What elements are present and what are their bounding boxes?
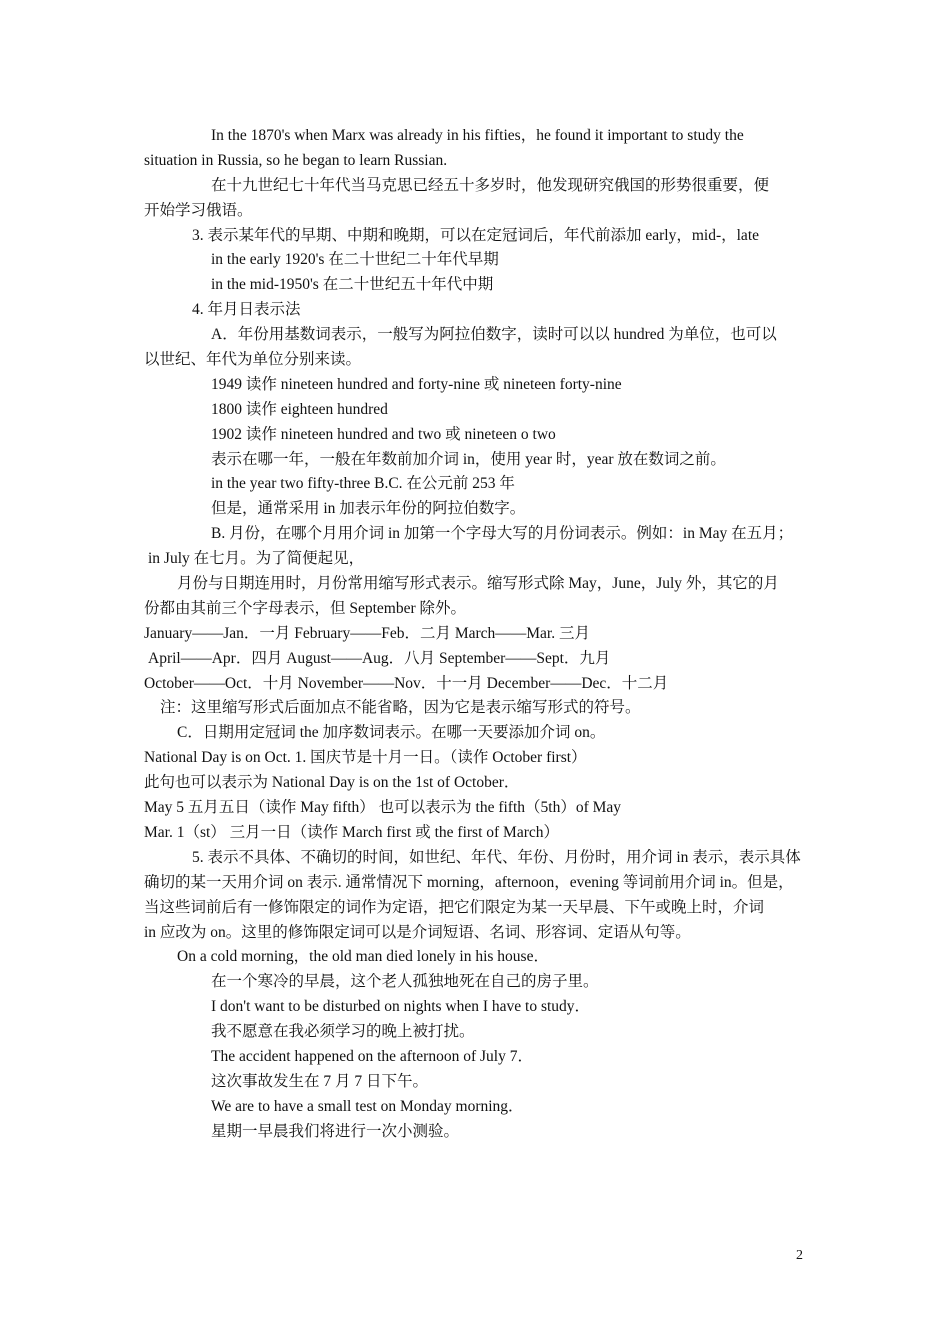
example-line: 1949 读作 nineteen hundred and forty-nine 或 nineteen forty-nine bbox=[211, 375, 622, 393]
example-translation: 我不愿意在我必须学习的晚上被打扰。 bbox=[211, 1023, 475, 1041]
paragraph-line: 开始学习俄语。 bbox=[144, 201, 253, 219]
example-sentence: The accident happened on the afternoon of July 7． bbox=[211, 1047, 533, 1065]
paragraph-line: 在十九世纪七十年代当马克思已经五十多岁时，他发现研究俄国的形势很重要，便 bbox=[211, 176, 770, 194]
subsection-c-line: C．日期用定冠词 the 加序数词表示。在哪一天要添加介词 on。 bbox=[177, 724, 606, 742]
paragraph-line: In the 1870's when Marx was already in his fifties，he found it important to study the bbox=[211, 127, 744, 144]
paragraph-line: 以世纪、年代为单位分别来读。 bbox=[144, 351, 362, 369]
section-heading-3: 3. 表示某年代的早期、中期和晚期，可以在定冠词后，年代前添加 early，mid-，late bbox=[192, 226, 760, 244]
paragraph-line: 确切的某一天用介词 on 表示. 通常情况下 morning，afternoon，evening 等词前用介词 in。但是， bbox=[144, 873, 794, 891]
paragraph-line: 份都由其前三个字母表示，但 September 除外。 bbox=[144, 599, 467, 617]
example-line: 此句也可以表示为 National Day is on the 1st of October． bbox=[144, 774, 520, 792]
section-heading-5: 5. 表示不具体、不确切的时间，如世纪、年代、年份、月份时，用介词 in 表示，表示具体 bbox=[192, 848, 801, 866]
paragraph-line: 当这些词前后有一修饰限定的词作为定语，把它们限定为某一天早晨、下午或晚上时，介词 bbox=[144, 898, 765, 916]
paragraph-line: in 应改为 on。这里的修饰限定词可以是介词短语、名词、形容词、定语从句等。 bbox=[144, 923, 691, 941]
example-line: in the mid-1950's 在二十世纪五十年代中期 bbox=[211, 276, 494, 294]
example-line: May 5 五月五日（读作 May fifth） 也可以表示为 the fifth（5th）of May bbox=[144, 799, 622, 817]
example-line: in the year two fifty-three B.C. 在公元前 253 年 bbox=[211, 475, 515, 493]
paragraph-line: 月份与日期连用时，月份常用缩写形式表示。缩写形式除 May，June，July 外，其它的月 bbox=[177, 575, 779, 593]
paragraph-line: in July 在七月。为了简便起见， bbox=[148, 550, 365, 568]
paragraph-line: 表示在哪一年，一般在年数前加介词 in，使用 year 时，year 放在数词之前。 bbox=[211, 450, 726, 468]
paragraph-line: situation in Russia, so he began to learn Russian. bbox=[144, 151, 448, 169]
example-sentence: I don't want to be disturbed on nights when I have to study． bbox=[211, 998, 591, 1016]
example-translation: 星期一早晨我们将进行一次小测验。 bbox=[211, 1122, 460, 1140]
document-body bbox=[144, 124, 810, 1145]
example-translation: 在一个寒冷的早晨，这个老人孤独地死在自己的房子里。 bbox=[211, 973, 599, 991]
section-heading-4: 4. 年月日表示法 bbox=[192, 301, 301, 319]
example-line: National Day is on Oct. 1. 国庆节是十月一日。（读作 October first） bbox=[144, 749, 587, 767]
subsection-b-line: B. 月份，在哪个月用介词 in 加第一个字母大写的月份词表示。例如：in May 在五月； bbox=[211, 525, 794, 543]
example-translation: 这次事故发生在 7 月 7 日下午。 bbox=[211, 1072, 429, 1090]
example-line: 1902 读作 nineteen hundred and two 或 nineteen o two bbox=[211, 425, 556, 443]
example-sentence: On a cold morning，the old man died lonely in his house． bbox=[177, 948, 549, 966]
month-abbreviation-line: January——Jan．一月 February——Feb．二月 March——Mar. 三月 bbox=[144, 624, 590, 642]
example-sentence: We are to have a small test on Monday morning． bbox=[211, 1097, 524, 1115]
page-number: 2 bbox=[796, 1248, 803, 1263]
note-line: 注：这里缩写形式后面加点不能省略，因为它是表示缩写形式的符号。 bbox=[160, 699, 641, 717]
month-abbreviation-line: April——Apr．四月 August——Aug．八月 September——Sept．九月 bbox=[148, 649, 611, 667]
month-abbreviation-line: October——Oct．十月 November——Nov．十一月 December——Dec．十二月 bbox=[144, 674, 669, 692]
example-line: 1800 读作 eighteen hundred bbox=[211, 400, 388, 418]
paragraph-line: 但是，通常采用 in 加表示年份的阿拉伯数字。 bbox=[211, 500, 526, 518]
example-line: Mar. 1（st） 三月一日（读作 March first 或 the first of March） bbox=[144, 823, 559, 841]
subsection-a-line: A．年份用基数词表示，一般写为阿拉伯数字，读时可以以 hundred 为单位，也可以 bbox=[211, 326, 777, 344]
example-line: in the early 1920's 在二十世纪二十年代早期 bbox=[211, 251, 499, 269]
